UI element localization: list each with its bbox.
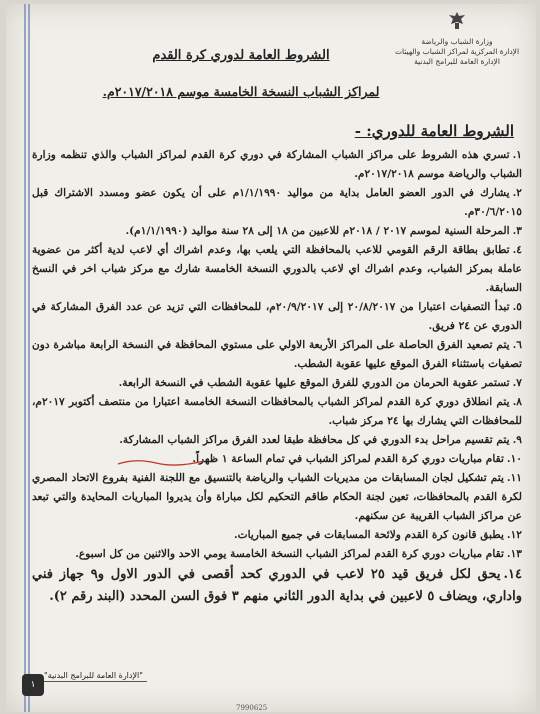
item-text: تسري هذه الشروط على مراكز الشباب المشاركة في دوري كرة القدم لمراكز الشباب والذي تنظمه وزارة الشباب والرياضة موسم ٢٠١٧/٢٠١٨م. bbox=[32, 149, 522, 180]
item-number: ٢. bbox=[512, 187, 522, 199]
item-text: تقام مباريات دوري كرة القدم لمراكز الشباب في تمام الساعة ١ ظهراً. bbox=[192, 453, 504, 465]
letterhead-division: الإدارة العامة للبرامج البدنية bbox=[414, 57, 500, 66]
list-item bbox=[32, 298, 522, 336]
list-item bbox=[32, 336, 522, 374]
item-number: ٨. bbox=[512, 396, 522, 408]
item-number: ١٤. bbox=[503, 567, 522, 582]
item-text: تقام مباريات دوري كرة القدم لمراكز الشباب النسخة الخامسة يومي الاحد والاثنين من كل اسبوع. bbox=[75, 548, 504, 560]
letterhead-ministry: وزارة الشباب والرياضة bbox=[421, 37, 493, 46]
bottom-code: 7990625 bbox=[236, 704, 268, 712]
list-item bbox=[32, 545, 522, 564]
item-number: ٤. bbox=[512, 244, 522, 256]
item-number: ١٠. bbox=[506, 453, 522, 465]
item-text: يتم تصعيد الفرق الحاصلة على المراكز الأربعة الاولي على مستوي المحافظة في النسخة الرابعة مباشرة دون تصفيات باستثناء الفرق الموقع عليها عقوبة الشطب. bbox=[32, 339, 522, 370]
item-text: يشارك في الدور العضو العامل بداية من مواليد ١/١/١٩٩٠م على أن يكون عضو ومسدد الاشتراك قبل ٣٠/٦/٢٠١٥م. bbox=[32, 187, 522, 218]
document-title: الشروط العامة لدوري كرة القدم bbox=[152, 48, 330, 63]
item-number: ١١. bbox=[506, 472, 522, 484]
document-page bbox=[6, 4, 536, 712]
item-number: ١٢. bbox=[506, 529, 522, 541]
list-item bbox=[32, 431, 522, 450]
list-item bbox=[32, 469, 522, 526]
list-item bbox=[32, 374, 522, 393]
list-item bbox=[32, 146, 522, 184]
eagle-emblem-icon bbox=[446, 10, 468, 32]
letterhead bbox=[392, 10, 522, 67]
list-item bbox=[32, 222, 522, 241]
list-item bbox=[32, 526, 522, 545]
item-number: ١. bbox=[512, 149, 522, 161]
conditions-list bbox=[32, 146, 522, 608]
item-number: ٦. bbox=[512, 339, 522, 351]
item-number: ٥. bbox=[512, 301, 522, 313]
item-text: تبدأ التصفيات اعتبارا من ٢٠/٨/٢٠١٧ إلى ٢٠/٩/٢٠١٧م، للمحافظات التي تزيد عن عدد الفرق المشاركة في الدوري عن ٢٤ فريق. bbox=[32, 301, 522, 332]
item-text: يتم تقسيم مراحل بدء الدوري في كل محافظة طبقا لعدد الفرق مراكز الشباب المشاركة. bbox=[119, 434, 510, 446]
item-text: المرحلة السنية لموسم ٢٠١٧ / ٢٠١٨م للاعبين من ١٨ إلى ٢٨ سنة مواليد (١/١/١٩٩٠م). bbox=[125, 225, 510, 237]
list-item bbox=[32, 241, 522, 298]
list-item bbox=[32, 450, 522, 469]
item-number: ٣. bbox=[512, 225, 522, 237]
document-subtitle: لمراكز الشباب النسخة الخامسة موسم ٢٠١٧/٢٠١٨م. bbox=[102, 84, 380, 99]
page-number: ١ bbox=[22, 674, 44, 696]
list-item bbox=[32, 393, 522, 431]
margin-line bbox=[24, 4, 26, 712]
margin-line bbox=[28, 4, 30, 712]
item-number: ٩. bbox=[512, 434, 522, 446]
item-text: يتم تشكيل لجان المسابقات من مديريات الشباب والرياضة بالتنسيق مع اللجنة الفنية بفروع الاتحاد المصري لكرة القدم بالمحافظات، تعين لجنة الحكام طاقم التحكيم لكل مباراة وأن يديروا المباريات المحايدة والتي تبعد عن مراكز الشباب القريبة عن سكنهم. bbox=[32, 472, 522, 522]
item-text: تستمر عقوبة الحرمان من الدوري للفرق الموقع عليها عقوبة الشطب في النسخة الرابعة. bbox=[118, 377, 510, 389]
section-heading: الشروط العامة للدوري: - bbox=[354, 122, 514, 140]
list-item bbox=[32, 184, 522, 222]
item-number: ١٣. bbox=[506, 548, 522, 560]
item-text: يطبق قانون كرة القدم ولائحة المسابقات في جميع المباريات. bbox=[233, 529, 504, 541]
footer-note: "الإدارة العامة للبرامج البدنية" bbox=[40, 670, 147, 682]
item-text: يتم انطلاق دوري كرة القدم لمراكز الشباب بالمحافظات النسخة الخامسة اعتبارا من منتصف أكتوبر ٢٠١٧م، للمحافظات التي يشارك بها ٢٤ مركز شباب. bbox=[32, 396, 522, 427]
letterhead-department: الإدارة المركزية لمراكز الشباب والهيئات bbox=[394, 47, 520, 56]
item-number: ٧. bbox=[512, 377, 522, 389]
pen-mark bbox=[116, 456, 206, 468]
item-text: تطابق بطاقة الرقم القومي للاعب بالمحافظة التي يلعب بها، وعدم اشراك أي لاعب لدية أكثر من عضوية عاملة بمركز الشباب، وعدم اشراك اي لاعب بالدوري النسخة الخامسة شارك مع مركز شباب اخر في النسخ السابقة. bbox=[32, 244, 522, 294]
list-item bbox=[32, 564, 522, 608]
item-text: يحق لكل فريق قيد ٢٥ لاعب في الدوري كحد أقصى في الدور الاول و٩ جهاز فني واداري، ويضاف ٥ لاعبين في بداية الدور الثاني منهم ٣ فوق السن المحدد (البند رقم ٢). bbox=[32, 567, 522, 604]
